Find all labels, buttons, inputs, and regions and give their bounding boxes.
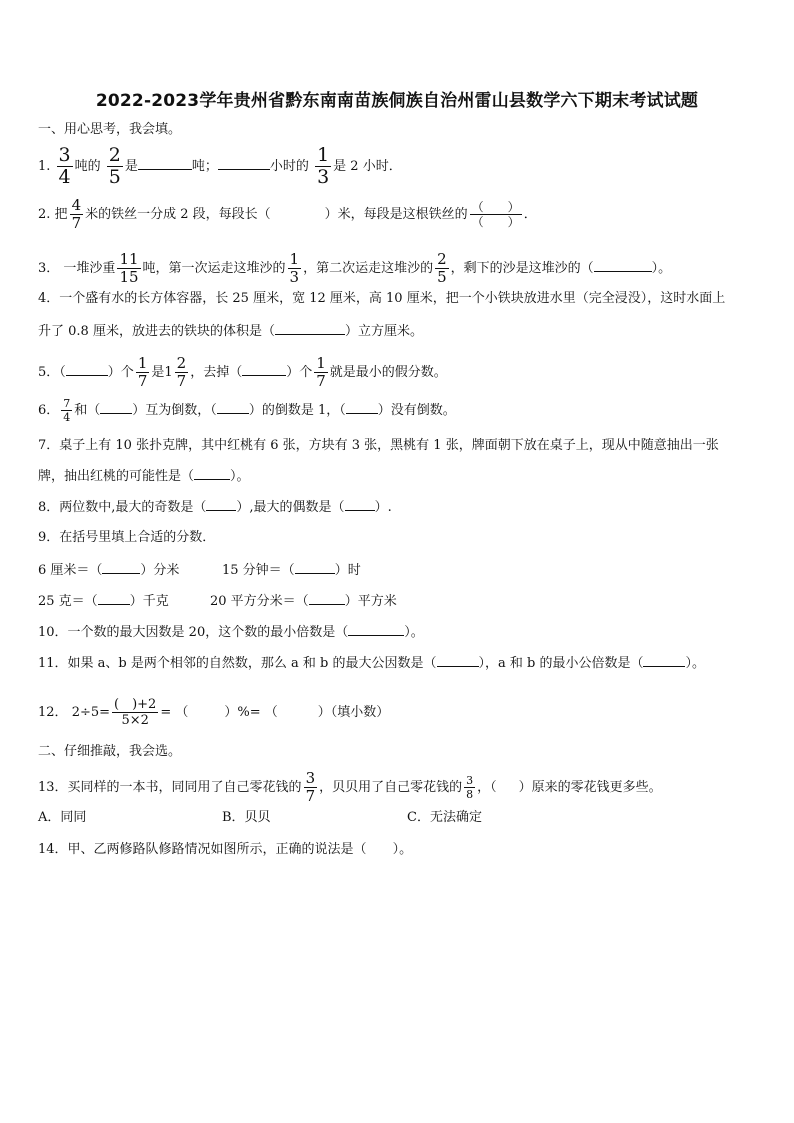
text: 把 xyxy=(54,207,68,222)
question-number: 2. xyxy=(38,207,51,222)
text: ）原来的零花钱更多些。 xyxy=(518,780,662,795)
question-1 xyxy=(38,146,402,187)
numerator: 2 xyxy=(437,250,447,268)
answer-blank[interactable] xyxy=(218,155,270,170)
denominator: 7 xyxy=(137,372,148,390)
numerator: 2 xyxy=(108,144,121,166)
text: ）,最大的偶数是（ xyxy=(236,500,345,515)
answer-blank[interactable] xyxy=(275,320,345,335)
fraction xyxy=(314,356,328,389)
question-4-line-1 xyxy=(38,289,725,309)
question-number: 7． xyxy=(38,438,60,453)
denominator: 7 xyxy=(316,372,326,390)
text: ）个 xyxy=(286,365,313,380)
question-number: 9． xyxy=(38,530,60,545)
denominator: 7 xyxy=(71,214,82,232)
question-4-line-2 xyxy=(38,320,423,342)
denominator: 3 xyxy=(289,268,300,286)
question-9 xyxy=(38,528,215,548)
numerator: 2 xyxy=(176,354,187,372)
text: 甲、乙两修路队修路情况如图所示，正确的说法是（ xyxy=(67,842,367,857)
question-number: 5． xyxy=(38,365,60,380)
text: 吨，第一次运走这堆沙的 xyxy=(142,261,286,276)
numerator: ( )+2 xyxy=(114,697,157,712)
text: ）分米 xyxy=(140,563,180,578)
denominator: 4 xyxy=(58,166,71,188)
text: 两位数中,最大的奇数是（ xyxy=(59,500,207,515)
text: ）平方米 xyxy=(344,594,397,609)
answer-blank[interactable] xyxy=(98,590,130,605)
fraction xyxy=(70,198,84,231)
answer-blank[interactable] xyxy=(348,621,404,636)
text: ）（填小数） xyxy=(317,705,390,720)
text: ）。 xyxy=(651,261,672,276)
numerator: 3 xyxy=(305,769,316,787)
text: 一个盛有水的长方体容器，长 25 厘米，宽 12 厘米，高 10 厘米，把一个小铁块放进水里（完全浸没），这时水面上 xyxy=(59,291,726,306)
denominator: 8 xyxy=(466,788,474,801)
fraction xyxy=(61,398,72,423)
text: 在括号里填上合适的分数． xyxy=(59,530,216,545)
text: ）立方厘米。 xyxy=(344,324,423,339)
question-number: 11． xyxy=(38,656,68,671)
text: 桌子上有 10 张扑克牌，其中红桃有 6 张，方块有 3 张，黑桃有 1 张，牌面朝下放在桌子上，现从中随意抽出一张 xyxy=(59,438,719,453)
question-number: 13． xyxy=(38,780,68,795)
numerator: 3 xyxy=(58,144,71,166)
fraction xyxy=(175,356,189,389)
text: ），a 和 b 的最小公倍数是（ xyxy=(478,656,644,671)
text: ，剩下的沙是这堆沙的（ xyxy=(450,261,594,276)
text: ）个 xyxy=(107,365,134,380)
text: 和（ xyxy=(74,403,101,418)
text: 6 厘米＝（ xyxy=(38,563,103,578)
fraction xyxy=(304,771,318,804)
question-6 xyxy=(38,398,456,423)
text: ，去掉（ xyxy=(190,365,243,380)
text: （ xyxy=(59,365,66,380)
text: 如果 a、b 是两个相邻的自然数，那么 a 和 b 的最大公因数是（ xyxy=(67,656,437,671)
answer-blank[interactable] xyxy=(594,257,652,272)
denominator: 5 xyxy=(437,268,447,286)
question-9-row-2-b xyxy=(210,590,397,612)
answer-blank[interactable] xyxy=(217,399,249,414)
text: ）。 xyxy=(685,656,705,671)
text: 吨； xyxy=(191,159,218,174)
text: 是 xyxy=(151,365,165,380)
text: 升了 0.8 厘米，放进去的铁块的体积是（ xyxy=(38,324,275,339)
question-number: 8． xyxy=(38,500,60,515)
answer-blank[interactable] xyxy=(295,559,335,574)
answer-blank[interactable] xyxy=(309,590,345,605)
answer-blank[interactable] xyxy=(102,559,140,574)
question-13-option-a[interactable]: A．同同 xyxy=(38,810,87,825)
text: ）%= xyxy=(224,705,261,720)
answer-blank[interactable] xyxy=(194,465,230,480)
numerator: 1 xyxy=(137,354,148,372)
numerator: 1 xyxy=(289,250,300,268)
question-9-row-1 xyxy=(38,559,179,581)
text: （ xyxy=(264,705,278,720)
answer-blank[interactable] xyxy=(100,399,132,414)
question-12 xyxy=(38,698,389,727)
text: ）。 xyxy=(404,625,424,640)
denominator: 15 xyxy=(119,268,139,286)
question-13 xyxy=(38,771,662,804)
fraction xyxy=(136,356,150,389)
denominator: 5 xyxy=(108,166,121,188)
denominator: （ ） xyxy=(471,215,520,229)
question-number: 14． xyxy=(38,842,68,857)
text: ，（ xyxy=(477,780,497,795)
question-number: 10． xyxy=(38,625,68,640)
denominator: 4 xyxy=(63,411,71,424)
text: 一个数的最大因数是 20，这个数的最小倍数是（ xyxy=(67,625,349,640)
fraction xyxy=(107,146,123,187)
fraction xyxy=(57,146,73,187)
page-title: 2022-2023学年贵州省黔东南南苗族侗族自治州雷山县数学六下期末考试试题 xyxy=(95,91,699,111)
answer-blank[interactable] xyxy=(138,155,192,170)
question-13-option-c[interactable]: C．无法确定 xyxy=(407,810,482,825)
denominator: 7 xyxy=(176,372,187,390)
answer-blank[interactable] xyxy=(643,652,685,667)
answer-blank[interactable] xyxy=(437,652,479,667)
text: ）没有倒数。 xyxy=(377,403,456,418)
question-9-row-2 xyxy=(38,590,169,612)
text: 15 分钟＝（ xyxy=(222,563,295,578)
text: 小时的 xyxy=(269,159,309,174)
numerator: 3 xyxy=(466,774,474,787)
text: 牌，抽出红桃的可能性是（ xyxy=(38,469,195,484)
numerator: 4 xyxy=(71,196,82,214)
text: 是 2 小时． xyxy=(333,159,402,174)
text: 是 xyxy=(124,159,138,174)
text: ． xyxy=(523,207,537,222)
answer-blank[interactable] xyxy=(66,361,108,376)
answer-blank[interactable] xyxy=(346,399,378,414)
question-7-line-2 xyxy=(38,465,250,487)
text: 20 平方分米＝（ xyxy=(210,594,309,609)
question-11 xyxy=(38,652,705,674)
answer-blank[interactable] xyxy=(345,496,375,511)
answer-blank[interactable] xyxy=(242,361,286,376)
question-2 xyxy=(38,198,537,231)
question-9-row-1-b xyxy=(222,559,361,581)
question-number: 3． xyxy=(38,261,60,276)
fraction-blank[interactable] xyxy=(470,201,522,228)
text: ）千克 xyxy=(129,594,169,609)
mixed-number xyxy=(164,356,190,389)
question-number: 1. xyxy=(38,159,51,174)
numerator: 1 xyxy=(317,144,330,166)
text: ）时 xyxy=(334,563,361,578)
text: 米的铁丝一分成 2 段，每段长（ xyxy=(85,207,271,222)
denominator: 3 xyxy=(317,166,330,188)
numerator: 1 xyxy=(316,354,326,372)
numerator: 7 xyxy=(63,397,71,410)
text: 一堆沙重 xyxy=(63,261,116,276)
question-5 xyxy=(38,356,447,389)
numerator: （ ） xyxy=(471,200,520,214)
text: 2÷5= xyxy=(71,705,111,720)
fraction-blank[interactable] xyxy=(112,698,158,727)
text: ，贝贝用了自己零花钱的 xyxy=(319,780,463,795)
whole-part: 1 xyxy=(164,364,173,380)
denominator: 5×2 xyxy=(121,713,149,728)
numerator: 11 xyxy=(119,250,139,268)
question-number: 6． xyxy=(38,403,60,418)
question-number: 12． xyxy=(38,705,68,720)
section-2-heading: 二、仔细推敲，我会选。 xyxy=(38,744,182,759)
question-8 xyxy=(38,496,392,518)
text: ）。 xyxy=(230,469,250,484)
fraction xyxy=(315,146,331,187)
fraction xyxy=(435,252,449,285)
question-3 xyxy=(38,252,671,285)
question-number: 4． xyxy=(38,291,60,306)
fraction xyxy=(288,252,302,285)
question-13-option-b[interactable]: B．贝贝 xyxy=(222,810,271,825)
question-7-line-1 xyxy=(38,436,719,456)
question-10 xyxy=(38,621,424,643)
text: ，第二次运走这堆沙的 xyxy=(303,261,434,276)
answer-blank[interactable] xyxy=(206,496,236,511)
fraction xyxy=(117,252,140,285)
text: 吨的 xyxy=(74,159,101,174)
text: ）的倒数是 1，（ xyxy=(248,403,346,418)
text: 25 克＝（ xyxy=(38,594,98,609)
text: = （ xyxy=(160,705,189,720)
text: 就是最小的假分数。 xyxy=(329,365,447,380)
text: 买同样的一本书，同同用了自己零花钱的 xyxy=(67,780,302,795)
section-1-heading: 一、用心思考，我会填。 xyxy=(38,122,182,137)
text: ）。 xyxy=(392,842,413,857)
text: ）. xyxy=(374,500,392,515)
text: ）米，每段是这根铁丝的 xyxy=(324,207,468,222)
fraction xyxy=(464,775,475,800)
question-14 xyxy=(38,840,412,860)
denominator: 7 xyxy=(305,787,316,805)
text: ）互为倒数，（ xyxy=(132,403,217,418)
